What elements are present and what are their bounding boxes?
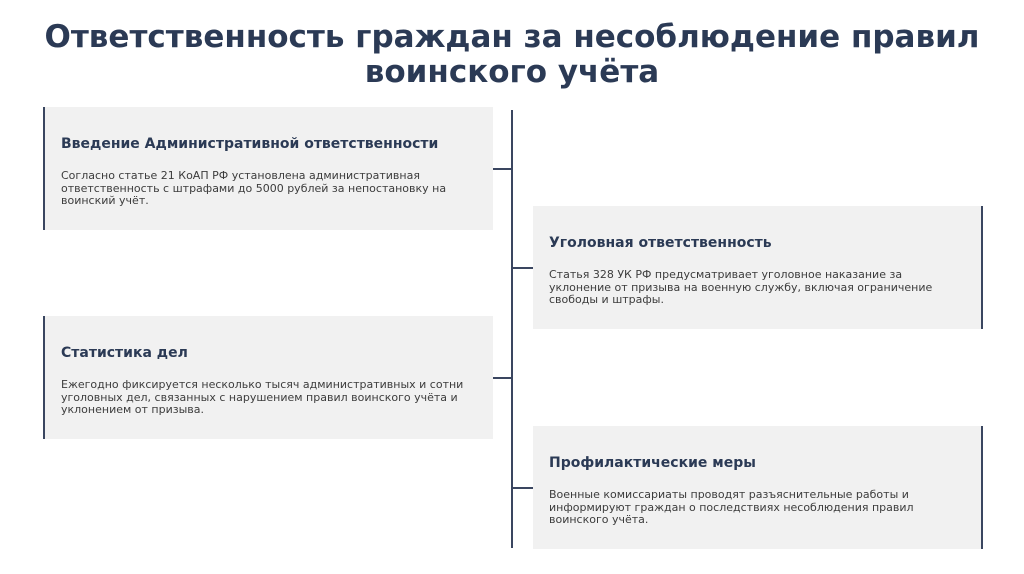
card-criminal (533, 206, 983, 329)
card-text: Ежегодно фиксируется несколько тысяч административных и сотни уголовных дел, связанных с нарушением правил воинского учёта и уклонением от призыва. (61, 378, 464, 416)
timeline-connector-2 (513, 267, 533, 269)
card-title: Введение Административной ответственности (61, 136, 439, 152)
timeline-connector-1 (493, 168, 513, 170)
timeline-line (511, 110, 513, 548)
timeline-connector-3 (493, 377, 513, 379)
slide-title: Ответственность граждан за несоблюдение правил воинского учёта (44, 19, 980, 90)
card-administrative (43, 107, 493, 230)
card-prevention (533, 426, 983, 549)
card-title: Уголовная ответственность (549, 235, 772, 251)
card-text: Военные комиссариаты проводят разъяснительные работы и информируют граждан о последствиях несоблюдения правил воинского учёта. (549, 488, 914, 526)
card-text: Согласно статье 21 КоАП РФ установлена административная ответственность с штрафами до 5000 рублей за непостановку на воинский учёт. (61, 169, 447, 207)
card-title: Статистика дел (61, 345, 188, 361)
card-text: Статья 328 УК РФ предусматривает уголовное наказание за уклонение от призыва на военную службу, включая ограничение свободы и штрафы. (549, 268, 933, 306)
card-title: Профилактические меры (549, 455, 756, 471)
timeline-connector-4 (513, 487, 533, 489)
card-statistics (43, 316, 493, 439)
